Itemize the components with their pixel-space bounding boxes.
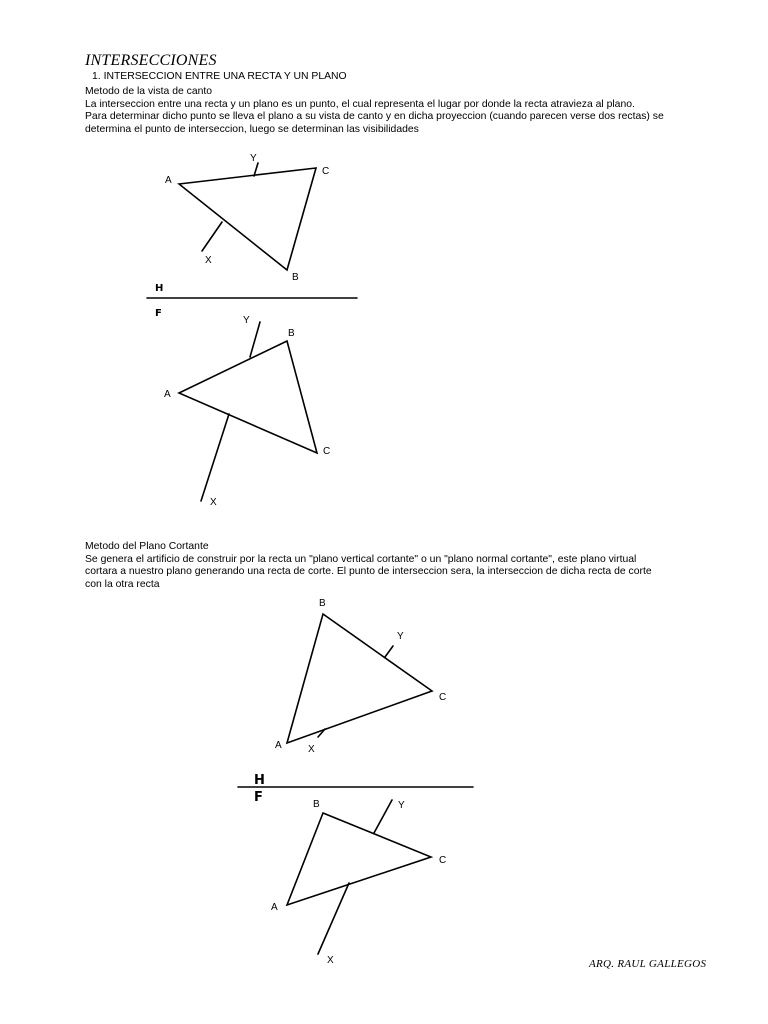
vertex-label-b: B (319, 598, 326, 609)
plane-label-h: H (254, 773, 265, 788)
line-label-x: X (327, 955, 334, 966)
vertex-label-c: C (322, 166, 330, 177)
line-y-segment (374, 800, 392, 833)
fig1-top-view (179, 163, 316, 270)
plane-label-f: F (254, 790, 263, 805)
line-label-x: X (205, 255, 212, 266)
method2-line: con la otra recta (85, 578, 160, 590)
method2-title: Metodo del Plano Cortante (85, 541, 209, 552)
fig1-front-view (179, 322, 317, 501)
vertex-label-c: C (439, 692, 447, 703)
method1-line: La interseccion entre una recta y un plano es un punto, el cual representa el lugar por donde la recta atravieza al plano. (85, 98, 635, 110)
author-signature: ARQ. RAUL GALLEGOS (589, 958, 707, 970)
triangle (179, 168, 316, 270)
line-label-y: Y (250, 153, 257, 164)
triangle (179, 341, 317, 453)
method1-title: Metodo de la vista de canto (85, 86, 213, 97)
fig2-top-view (287, 614, 432, 743)
vertex-label-b: B (288, 328, 295, 339)
line-label-y: Y (243, 315, 250, 326)
vertex-label-c: C (323, 446, 331, 457)
method1-line: Para determinar dicho punto se lleva el plano a su vista de canto y en dicha proyeccion (cuando parecen verse dos rectas) se (85, 111, 664, 122)
triangle (287, 813, 431, 905)
line-x-segment (201, 414, 229, 501)
vertex-label-a: A (275, 740, 282, 751)
vertex-label-a: A (271, 902, 278, 913)
line-y-segment (250, 322, 260, 357)
page-title: INTERSECCIONES (85, 52, 217, 69)
vertex-label-a: A (165, 175, 172, 186)
section-number: 1. (92, 71, 101, 82)
plane-label-h: H (155, 283, 164, 294)
method2-line: Se genera el artificio de construir por la recta un "plano vertical cortante" o un "plano normal cortante", este plano virtual (85, 553, 637, 565)
line-y-segment (385, 646, 393, 657)
triangle (287, 614, 432, 743)
vertex-label-b: B (313, 799, 320, 810)
vertex-label-c: C (439, 855, 447, 866)
plane-label-f: F (155, 308, 162, 319)
fig2-front-view (287, 800, 431, 954)
method2-line: cortara a nuestro plano generando una recta de corte. El punto de interseccion sera, la interseccion de dicha recta de corte (85, 566, 652, 577)
section-title: INTERSECCION ENTRE UNA RECTA Y UN PLANO (103, 71, 347, 82)
line-label-y: Y (398, 800, 405, 811)
method1-line: determina el punto de interseccion, luego se determinan las visibilidades (85, 123, 419, 135)
vertex-label-b: B (292, 272, 299, 283)
line-x-segment (202, 222, 222, 251)
line-label-x: X (308, 744, 315, 755)
line-label-x: X (210, 497, 217, 508)
line-label-y: Y (397, 631, 404, 642)
vertex-label-a: A (164, 389, 171, 400)
